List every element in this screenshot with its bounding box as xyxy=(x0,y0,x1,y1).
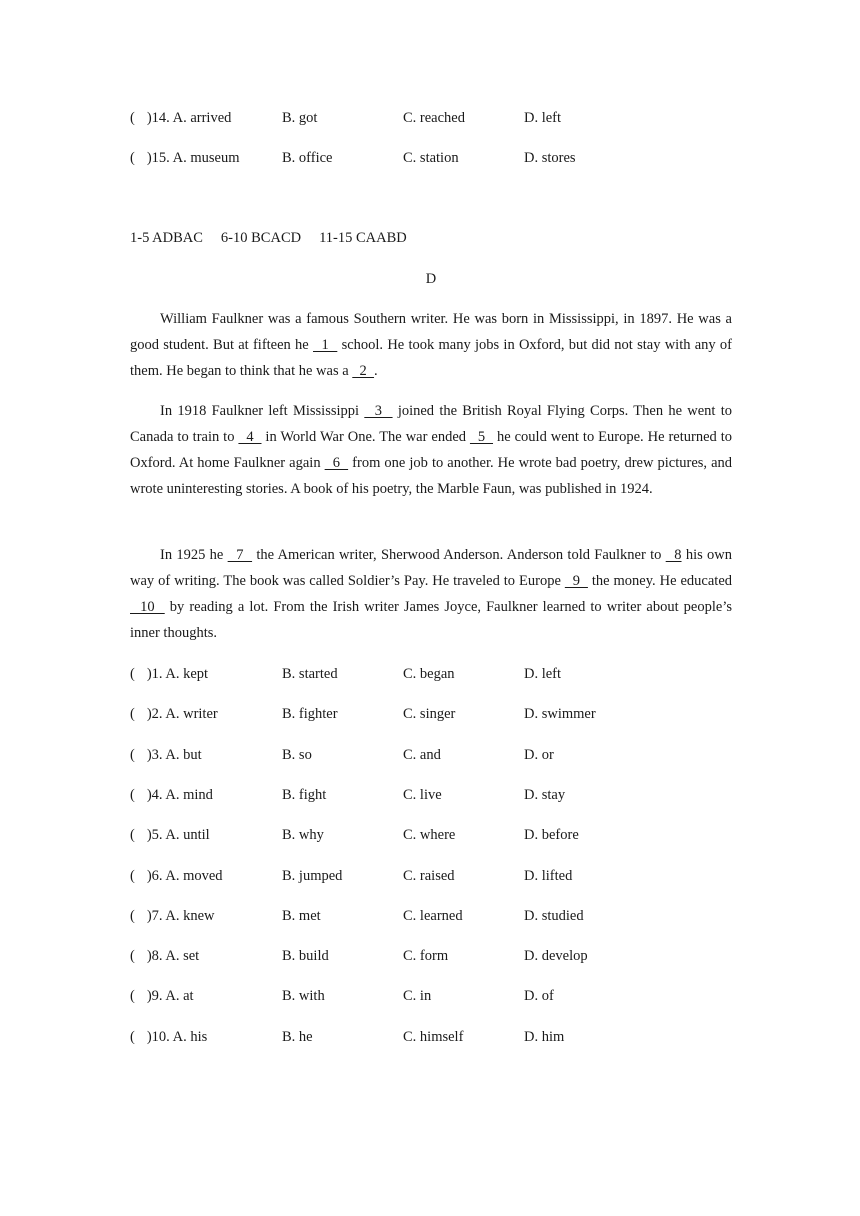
question-number: ( )8. A. set xyxy=(130,948,200,964)
option-b: B. with xyxy=(282,988,325,1004)
question-number: ( )3. A. but xyxy=(130,747,202,763)
option-b: B. met xyxy=(282,908,321,924)
option-b: B. got xyxy=(282,110,318,126)
blank: 1 xyxy=(313,337,338,353)
option-c: C. began xyxy=(403,666,455,682)
option-d: D. stores xyxy=(524,150,576,166)
option-d: D. lifted xyxy=(524,868,573,884)
question-number: ( )15. A. museum xyxy=(130,150,240,166)
passage-paragraph-1: William Faulkner was a famous Southern writer. He was born in Mississippi, in 1897. He was a good student. But at fifteen he 1 school. He took many jobs in Oxford, but did not stay with any of them. He began to think that he was a 2 . xyxy=(130,311,733,379)
option-c: C. in xyxy=(403,988,432,1004)
blank: 9 xyxy=(564,573,588,589)
question-number: ( )6. A. moved xyxy=(130,868,223,884)
blank: 5 xyxy=(469,429,494,445)
option-b: B. he xyxy=(282,1029,313,1045)
option-b: B. fight xyxy=(282,787,327,803)
blank: 6 xyxy=(324,455,349,471)
section-heading: D xyxy=(425,271,437,287)
option-c: C. form xyxy=(403,948,449,964)
option-c: C. himself xyxy=(403,1029,464,1045)
option-d: D. develop xyxy=(524,948,588,964)
option-d: D. left xyxy=(524,666,562,682)
option-d: D. him xyxy=(524,1029,565,1045)
question-number: ( )9. A. at xyxy=(130,988,194,1004)
option-d: D. of xyxy=(524,988,554,1004)
option-d: D. or xyxy=(524,747,554,763)
option-c: C. raised xyxy=(403,868,455,884)
answer-key xyxy=(130,228,425,248)
blank: 3 xyxy=(364,403,393,419)
question-number: ( )14. A. arrived xyxy=(130,110,232,126)
question-number: ( )4. A. mind xyxy=(130,787,213,803)
question-number: ( )7. A. knew xyxy=(130,908,215,924)
option-d: D. stay xyxy=(524,787,566,803)
option-d: D. studied xyxy=(524,908,584,924)
option-c: C. singer xyxy=(403,706,456,722)
answer-key-group: 1-5 ADBAC xyxy=(130,230,203,246)
blank: 2 xyxy=(352,363,375,379)
question-number: ( )1. A. kept xyxy=(130,666,209,682)
option-b: B. office xyxy=(282,150,333,166)
option-c: C. learned xyxy=(403,908,463,924)
answer-key-group: 6-10 BCACD xyxy=(220,230,302,246)
option-b: B. why xyxy=(282,827,324,843)
option-d: D. before xyxy=(524,827,579,843)
option-c: C. reached xyxy=(403,110,465,126)
blank: 10 xyxy=(130,599,165,615)
option-b: B. build xyxy=(282,948,329,964)
passage-paragraph-2: In 1918 Faulkner left Mississippi 3 joined the British Royal Flying Corps. Then he went to Canada to train to 4 in World War One. The war ended 5 he could went to Europe. He returned to Oxford. At home Faulkner again 6 from one job to another. He wrote bad poetry, drew pictures, and wrote uninteresting stories. A book of his poetry, the Marble Faun, was published in 1924. xyxy=(130,403,733,497)
option-c: C. station xyxy=(403,150,459,166)
option-c: C. live xyxy=(403,787,442,803)
option-d: D. swimmer xyxy=(524,706,596,722)
blank: 7 xyxy=(227,547,253,563)
question-number: ( )10. A. his xyxy=(130,1029,208,1045)
question-number: ( )5. A. until xyxy=(130,827,210,843)
option-b: B. jumped xyxy=(282,868,343,884)
option-d: D. left xyxy=(524,110,562,126)
passage-paragraph-3: In 1925 he 7 the American writer, Sherwood Anderson. Anderson told Faulkner to 8 his own way of writing. The book was called Soldier’s Pay. He traveled to Europe 9 the money. He educated 10 by reading a lot. From the Irish writer James Joyce, Faulkner learned to writer about people’s inner thoughts. xyxy=(130,547,733,641)
blank: 8 xyxy=(665,547,682,563)
blank: 4 xyxy=(238,429,262,445)
option-b: B. fighter xyxy=(282,706,338,722)
answer-key-group: 11-15 CAABD xyxy=(319,230,407,246)
question-number: ( )2. A. writer xyxy=(130,706,218,722)
option-b: B. started xyxy=(282,666,338,682)
option-c: C. and xyxy=(403,747,441,763)
option-b: B. so xyxy=(282,747,312,763)
option-c: C. where xyxy=(403,827,456,843)
